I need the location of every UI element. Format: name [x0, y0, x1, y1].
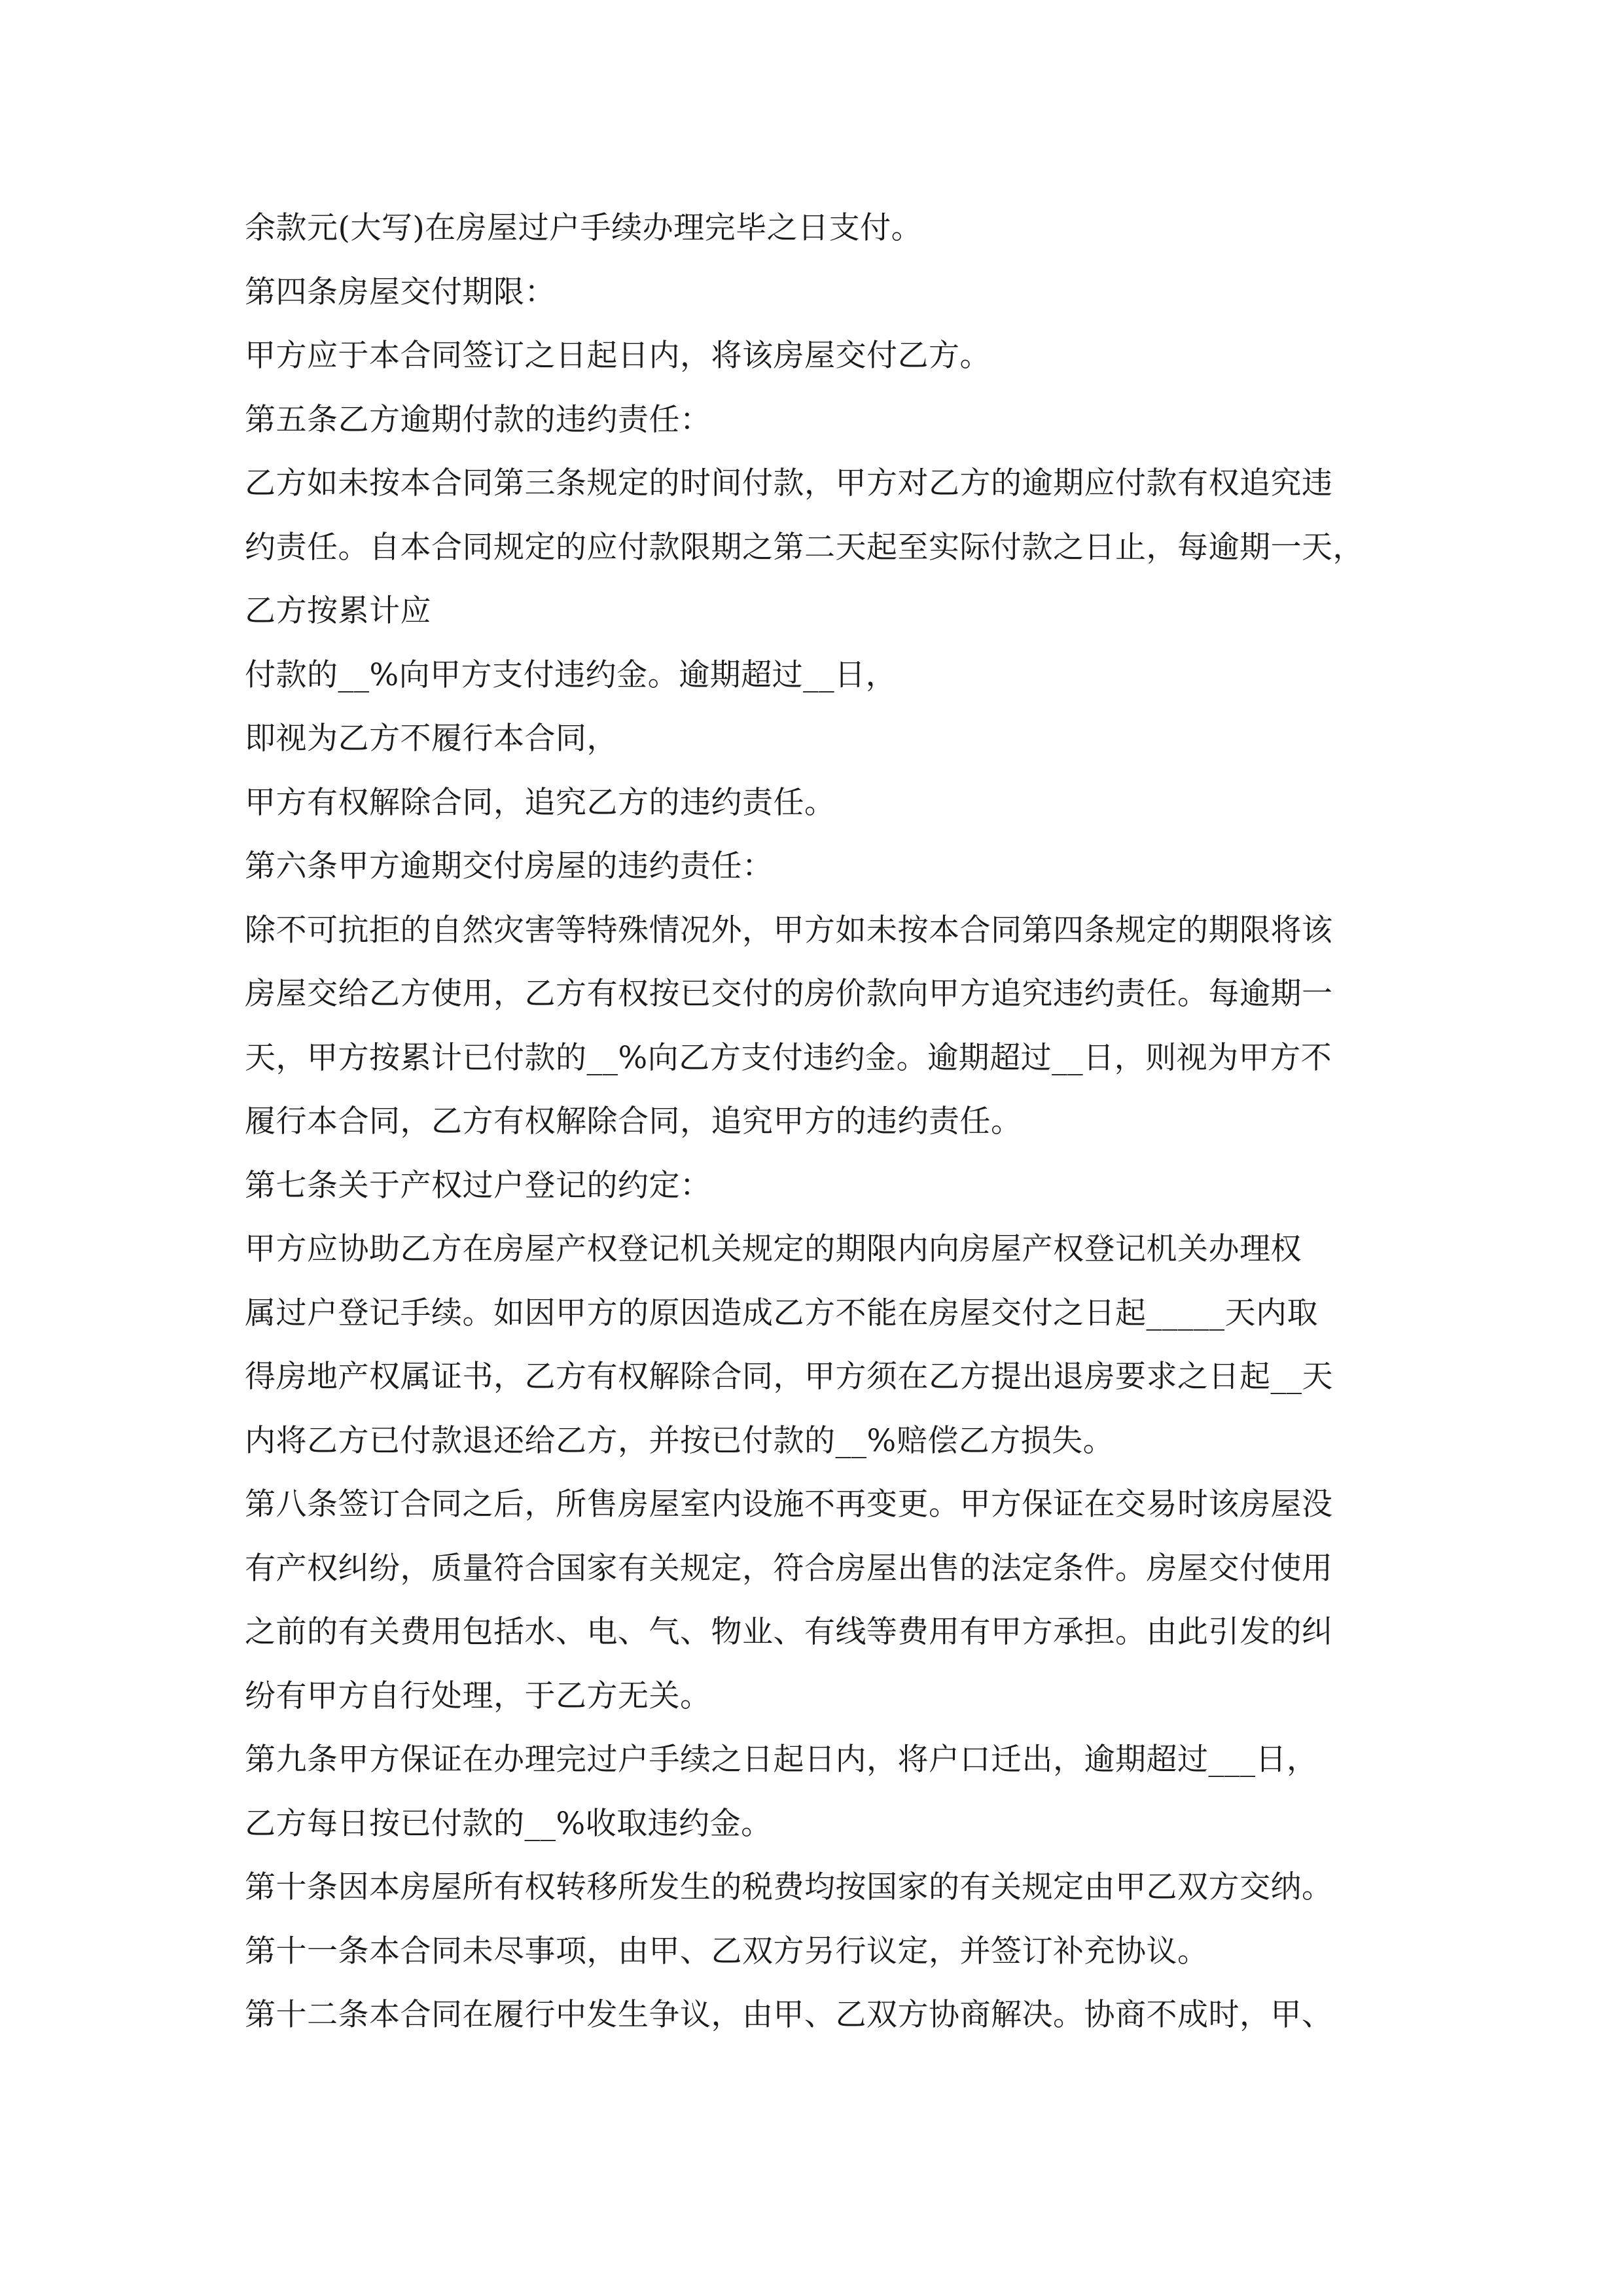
text-line: 履行本合同，乙方有权解除合同，追究甲方的违约责任。 [245, 1103, 1022, 1139]
text-line: 甲方应于本合同签订之日起日内，将该房屋交付乙方。 [245, 338, 991, 374]
text-line: 甲方有权解除合同，追究乙方的违约责任。 [245, 784, 836, 821]
clause-heading: 第四条房屋交付期限： [245, 274, 556, 310]
text-line: 甲方应协助乙方在房屋产权登记机关规定的期限内向房屋产权登记机关办理权 [245, 1231, 1302, 1267]
text-line: 有产权纠纷，质量符合国家有关规定，符合房屋出售的法定条件。房屋交付使用 [245, 1550, 1333, 1587]
text-line: 属过户登记手续。如因甲方的原因造成乙方不能在房屋交付之日起_____天内取 [245, 1295, 1318, 1331]
text-line: 余款元(大写)在房屋过户手续办理完毕之日支付。 [245, 210, 923, 246]
text-line: 之前的有关费用包括水、电、气、物业、有线等费用有甲方承担。由此引发的纠 [245, 1614, 1333, 1650]
clause-heading: 第六条甲方逾期交付房屋的违约责任： [245, 848, 774, 884]
text-line: 得房地产权属证书，乙方有权解除合同，甲方须在乙方提出退房要求之日起__天 [245, 1359, 1333, 1395]
text-line: 第十条因本房屋所有权转移所发生的税费均按国家的有关规定由甲乙双方交纳。 [245, 1869, 1333, 1905]
text-line: 约责任。自本合同规定的应付款限期之第二天起至实际付款之日止，每逾期一天， [245, 529, 1364, 565]
text-line: 第十二条本合同在履行中发生争议，由甲、乙双方协商解决。协商不成时，甲、 [245, 1997, 1333, 2033]
text-line: 除不可抗拒的自然灾害等特殊情况外，甲方如未按本合同第四条规定的期限将该 [245, 912, 1333, 948]
text-line: 天，甲方按累计已付款的__%向乙方支付违约金。逾期超过__日，则视为甲方不 [245, 1039, 1332, 1076]
text-line: 房屋交给乙方使用，乙方有权按已交付的房价款向甲方追究违约责任。每逾期一 [245, 976, 1333, 1012]
contract-body-text [245, 196, 1410, 2047]
text-line: 乙方按累计应 [245, 593, 431, 629]
text-line: 即视为乙方不履行本合同， [245, 721, 618, 757]
text-line: 第八条签订合同之后，所售房屋室内设施不再变更。甲方保证在交易时该房屋没 [245, 1486, 1333, 1522]
text-line: 第九条甲方保证在办理完过户手续之日起日内，将户口迁出，逾期超过___日， [245, 1742, 1318, 1778]
text-line: 乙方如未按本合同第三条规定的时间付款，甲方对乙方的逾期应付款有权追究违 [245, 465, 1333, 501]
text-line: 纷有甲方自行处理，于乙方无关。 [245, 1677, 711, 1714]
text-line: 付款的__%向甲方支付违约金。逾期超过__日， [245, 656, 897, 693]
clause-heading: 第五条乙方逾期付款的违约责任： [245, 401, 711, 438]
text-line: 内将乙方已付款退还给乙方，并按已付款的__%赔偿乙方损失。 [245, 1422, 1115, 1459]
text-line: 第十一条本合同未尽事项，由甲、乙双方另行议定，并签订补充协议。 [245, 1933, 1209, 1969]
text-line: 乙方每日按已付款的__%收取违约金。 [245, 1805, 772, 1842]
clause-heading: 第七条关于产权过户登记的约定： [245, 1167, 711, 1204]
